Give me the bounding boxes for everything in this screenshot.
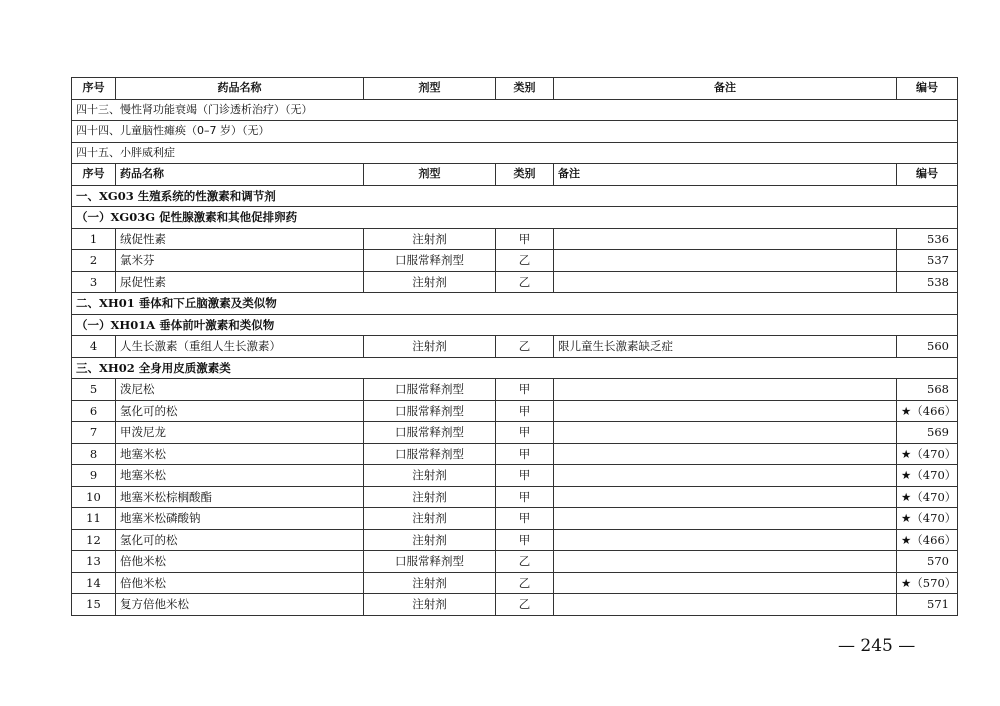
row-category: 乙 (496, 271, 554, 293)
row-remark (554, 508, 897, 530)
table-row (72, 250, 958, 272)
row-form: 注射剂 (364, 572, 496, 594)
row-name: 地塞米松棕榈酸酯 (116, 486, 364, 508)
table-row (72, 508, 958, 530)
table-row (72, 486, 958, 508)
row-remark (554, 422, 897, 444)
row-name: 氯米芬 (116, 250, 364, 272)
row-name: 人生长激素（重组人生长激素） (116, 336, 364, 358)
row-code: 568 (897, 379, 958, 401)
row-name: 甲泼尼龙 (116, 422, 364, 444)
row-form: 口服常释剂型 (364, 422, 496, 444)
row-name: 地塞米松 (116, 465, 364, 487)
row-code: 536 (897, 228, 958, 250)
row-form: 口服常释剂型 (364, 400, 496, 422)
row-category: 甲 (496, 379, 554, 401)
row-code: ★（466） (897, 529, 958, 551)
header-remark: 备注 (554, 78, 897, 100)
row-no: 3 (72, 271, 116, 293)
row-remark: 限儿童生长激素缺乏症 (554, 336, 897, 358)
table-header-row-2 (72, 164, 958, 186)
row-form: 注射剂 (364, 228, 496, 250)
subgroup-1: （一）XG03G 促性腺激素和其他促排卵药 (72, 207, 958, 229)
row-code: 570 (897, 551, 958, 573)
row-name: 复方倍他米松 (116, 594, 364, 616)
row-code: 538 (897, 271, 958, 293)
row-code: ★（466） (897, 400, 958, 422)
row-form: 口服常释剂型 (364, 379, 496, 401)
row-code: ★（470） (897, 508, 958, 530)
row-name: 地塞米松 (116, 443, 364, 465)
row-remark (554, 400, 897, 422)
row-no: 2 (72, 250, 116, 272)
row-form: 口服常释剂型 (364, 551, 496, 573)
row-no: 8 (72, 443, 116, 465)
table-row (72, 422, 958, 444)
row-no: 14 (72, 572, 116, 594)
header-no: 序号 (72, 78, 116, 100)
group-3-row (72, 357, 958, 379)
row-remark (554, 572, 897, 594)
row-no: 15 (72, 594, 116, 616)
table-header-row (72, 78, 958, 100)
row-form: 注射剂 (364, 529, 496, 551)
section-44: 四十四、儿童脑性瘫痪（0–7 岁）（无） (72, 121, 958, 143)
header2-name: 药品名称 (116, 164, 364, 186)
row-category: 甲 (496, 400, 554, 422)
header-code: 编号 (897, 78, 958, 100)
row-no: 1 (72, 228, 116, 250)
row-name: 地塞米松磷酸钠 (116, 508, 364, 530)
header-name: 药品名称 (116, 78, 364, 100)
drug-table (71, 77, 958, 616)
row-remark (554, 443, 897, 465)
row-code: 537 (897, 250, 958, 272)
row-code: 569 (897, 422, 958, 444)
subgroup-row (72, 207, 958, 229)
table-row (72, 551, 958, 573)
group-2-row (72, 293, 958, 315)
row-no: 11 (72, 508, 116, 530)
row-form: 注射剂 (364, 336, 496, 358)
row-form: 注射剂 (364, 508, 496, 530)
row-no: 13 (72, 551, 116, 573)
section-row (72, 99, 958, 121)
row-remark (554, 486, 897, 508)
row-category: 乙 (496, 250, 554, 272)
row-form: 注射剂 (364, 486, 496, 508)
group-2: 二、XH01 垂体和下丘脑激素及类似物 (72, 293, 958, 315)
row-name: 绒促性素 (116, 228, 364, 250)
row-form: 注射剂 (364, 271, 496, 293)
header2-remark: 备注 (554, 164, 897, 186)
table-row (72, 379, 958, 401)
table-row (72, 400, 958, 422)
row-remark (554, 379, 897, 401)
table-row (72, 572, 958, 594)
row-form: 口服常释剂型 (364, 250, 496, 272)
header2-code: 编号 (897, 164, 958, 186)
row-no: 7 (72, 422, 116, 444)
table-row (72, 465, 958, 487)
row-category: 甲 (496, 486, 554, 508)
row-no: 6 (72, 400, 116, 422)
section-row (72, 142, 958, 164)
row-code: 571 (897, 594, 958, 616)
row-category: 甲 (496, 529, 554, 551)
row-category: 乙 (496, 594, 554, 616)
header2-category: 类别 (496, 164, 554, 186)
group-3: 三、XH02 全身用皮质激素类 (72, 357, 958, 379)
header2-form: 剂型 (364, 164, 496, 186)
row-remark (554, 271, 897, 293)
row-remark (554, 465, 897, 487)
header-form: 剂型 (364, 78, 496, 100)
row-category: 甲 (496, 228, 554, 250)
table-row (72, 529, 958, 551)
row-form: 口服常释剂型 (364, 443, 496, 465)
row-name: 倍他米松 (116, 572, 364, 594)
group-row (72, 185, 958, 207)
row-no: 4 (72, 336, 116, 358)
section-45: 四十五、小胖威利症 (72, 142, 958, 164)
table-row (72, 443, 958, 465)
row-no: 5 (72, 379, 116, 401)
row-remark (554, 529, 897, 551)
row-code: 560 (897, 336, 958, 358)
row-no: 9 (72, 465, 116, 487)
table-row (72, 594, 958, 616)
row-remark (554, 250, 897, 272)
row-name: 尿促性素 (116, 271, 364, 293)
row-category: 甲 (496, 508, 554, 530)
row-no: 12 (72, 529, 116, 551)
section-43: 四十三、慢性肾功能衰竭（门诊透析治疗）（无） (72, 99, 958, 121)
header2-no: 序号 (72, 164, 116, 186)
row-category: 甲 (496, 465, 554, 487)
subgroup-2-row (72, 314, 958, 336)
row-category: 乙 (496, 572, 554, 594)
row-remark (554, 551, 897, 573)
row-name: 氢化可的松 (116, 529, 364, 551)
page-number: — 245 — (838, 636, 916, 656)
row-form: 注射剂 (364, 465, 496, 487)
table-row (72, 271, 958, 293)
row-category: 甲 (496, 422, 554, 444)
subgroup-2: （一）XH01A 垂体前叶激素和类似物 (72, 314, 958, 336)
row-form: 注射剂 (364, 594, 496, 616)
row-name: 倍他米松 (116, 551, 364, 573)
row-code: ★（570） (897, 572, 958, 594)
row-code: ★（470） (897, 443, 958, 465)
section-row (72, 121, 958, 143)
row-category: 乙 (496, 336, 554, 358)
header-category: 类别 (496, 78, 554, 100)
row-category: 甲 (496, 443, 554, 465)
row-no: 10 (72, 486, 116, 508)
group-1: 一、XG03 生殖系统的性激素和调节剂 (72, 185, 958, 207)
row-category: 乙 (496, 551, 554, 573)
row-code: ★（470） (897, 486, 958, 508)
row-code: ★（470） (897, 465, 958, 487)
row-name: 泼尼松 (116, 379, 364, 401)
row-remark (554, 594, 897, 616)
row-remark (554, 228, 897, 250)
row-name: 氢化可的松 (116, 400, 364, 422)
table-row (72, 336, 958, 358)
table-row (72, 228, 958, 250)
